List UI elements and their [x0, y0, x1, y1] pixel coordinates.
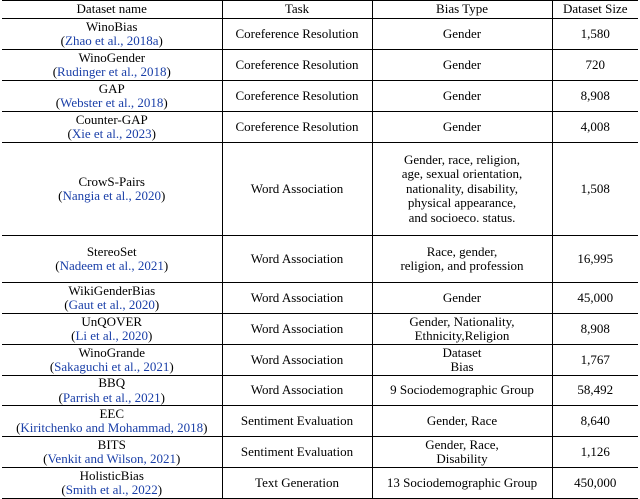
bias-type-line: Gender	[442, 118, 482, 134]
citation-link[interactable]: Smith et al., 2022	[65, 482, 158, 497]
table-row	[2, 437, 638, 468]
cell-task: Word Association	[222, 314, 372, 345]
cell-task: Coreference Resolution	[222, 50, 372, 81]
cell-dataset-size: 58,492	[552, 376, 638, 406]
citation-line: (Parrish et al., 2021)	[58, 389, 166, 405]
bias-type-line: 13 Sociodemographic Group	[386, 474, 538, 490]
bias-type-line: Dataset	[442, 344, 482, 360]
header-dataset-name: Dataset name	[76, 1, 147, 17]
bias-type-line: Gender, race, religion,	[403, 151, 521, 167]
bias-type-line: Gender	[442, 289, 482, 305]
dataset-name: BBQ	[98, 375, 126, 390]
bias-type-line: Disability	[436, 451, 488, 466]
cell-task: Coreference Resolution	[222, 112, 372, 143]
dataset-name: Counter-GAP	[75, 111, 148, 127]
header-row	[2, 1, 638, 19]
cell-task: Word Association	[222, 376, 372, 406]
cell-dataset-name	[2, 112, 222, 143]
table-row	[2, 468, 638, 499]
table-row	[2, 143, 638, 236]
citation-link[interactable]: Li et al., 2020	[75, 328, 149, 343]
citation-line: (Zhao et al., 2018a)	[60, 33, 163, 48]
cell-bias-type	[372, 406, 552, 437]
dataset-name: WinoGender	[78, 49, 146, 65]
cell-dataset-size: 450,000	[552, 468, 638, 499]
citation-line: (Kiritchenko and Mohammad, 2018)	[16, 420, 208, 435]
bias-type-line: physical appearance,	[407, 195, 517, 211]
citation-link[interactable]: Nangia et al., 2020	[62, 188, 162, 203]
citation-link[interactable]: Venkit and Wilson, 2021	[47, 451, 176, 466]
cell-dataset-size: 1,126	[552, 437, 638, 468]
citation-link[interactable]: Xie et al., 2023	[71, 126, 152, 141]
dataset-name: BITS	[97, 436, 126, 452]
cell-bias-type	[372, 50, 552, 81]
bias-type-line: Ethnicity,Religion	[414, 328, 510, 343]
dataset-name: WinoGrande	[78, 344, 146, 360]
table-body	[2, 19, 638, 499]
bias-type-line: Gender	[442, 87, 482, 103]
cell-dataset-size: 1,508	[552, 143, 638, 236]
bias-type-line: Gender	[442, 56, 482, 72]
cell-task: Text Generation	[222, 468, 372, 499]
citation-line: (Rudinger et al., 2018)	[52, 64, 171, 79]
dataset-table	[2, 0, 638, 499]
cell-task: Sentiment Evaluation	[222, 437, 372, 468]
bias-type-line: nationality, disability,	[405, 180, 519, 196]
cell-dataset-size: 720	[552, 50, 638, 81]
bias-type-line: age, sexual orientation,	[401, 166, 523, 182]
citation-link[interactable]: Webster et al., 2018	[60, 95, 164, 110]
table-row	[2, 50, 638, 81]
cell-dataset-size: 8,908	[552, 81, 638, 112]
citation-link[interactable]: Rudinger et al., 2018	[57, 64, 167, 79]
header-bias-type: Bias Type	[372, 1, 552, 19]
citation-line: (Webster et al., 2018)	[55, 95, 168, 110]
bias-type-line: 9 Sociodemographic Group	[390, 382, 534, 398]
cell-task: Word Association	[222, 236, 372, 283]
dataset-name: WikiGenderBias	[68, 282, 156, 298]
citation-link[interactable]: Sakaguchi et al., 2021	[54, 359, 170, 374]
cell-dataset-size: 4,008	[552, 112, 638, 143]
cell-bias-type	[372, 112, 552, 143]
cell-task: Word Association	[222, 283, 372, 314]
bias-type-line: Gender, Nationality,	[409, 313, 515, 329]
cell-task: Sentiment Evaluation	[222, 406, 372, 437]
cell-bias-type	[372, 437, 552, 468]
citation-line: (Xie et al., 2023)	[67, 126, 156, 141]
cell-bias-type	[372, 81, 552, 112]
cell-dataset-name	[2, 236, 222, 283]
cell-dataset-name	[2, 468, 222, 499]
cell-bias-type	[372, 143, 552, 236]
bias-type-line: Race, gender,	[426, 243, 498, 259]
table-row	[2, 283, 638, 314]
dataset-name: EEC	[99, 405, 125, 421]
citation-line: (Sakaguchi et al., 2021)	[49, 359, 174, 374]
cell-dataset-name	[2, 345, 222, 376]
dataset-name: HolisticBias	[79, 467, 144, 483]
bias-type-line: Gender, Race	[426, 412, 498, 428]
cell-dataset-size: 45,000	[552, 283, 638, 314]
citation-link[interactable]: Nadeem et al., 2021	[59, 258, 164, 273]
table-row	[2, 236, 638, 283]
cell-dataset-name	[2, 406, 222, 437]
cell-task: Word Association	[222, 143, 372, 236]
cell-bias-type	[372, 314, 552, 345]
header-dataset-size: Dataset Size	[552, 1, 638, 19]
cell-dataset-size: 8,908	[552, 314, 638, 345]
cell-dataset-size: 8,640	[552, 406, 638, 437]
table-row	[2, 112, 638, 143]
citation-line: (Smith et al., 2022)	[61, 482, 163, 497]
cell-dataset-size: 16,995	[552, 236, 638, 283]
citation-line: (Li et al., 2020)	[71, 328, 153, 343]
bias-type-line: and socioeco. status.	[408, 209, 516, 225]
cell-dataset-name	[2, 376, 222, 406]
cell-bias-type	[372, 376, 552, 406]
cell-dataset-name	[2, 50, 222, 81]
table-container	[2, 0, 638, 499]
table-row	[2, 406, 638, 437]
table-row	[2, 314, 638, 345]
citation-link[interactable]: Parrish et al., 2021	[62, 389, 161, 405]
bias-type-line: Gender, Race,	[425, 436, 499, 452]
table-row	[2, 345, 638, 376]
cell-dataset-size: 1,580	[552, 19, 638, 50]
cell-dataset-size: 1,767	[552, 345, 638, 376]
cell-bias-type	[372, 468, 552, 499]
cell-task: Coreference Resolution	[222, 19, 372, 50]
bias-type-line: Gender	[442, 25, 482, 41]
cell-dataset-name	[2, 143, 222, 236]
dataset-name: GAP	[98, 80, 125, 96]
cell-bias-type	[372, 283, 552, 314]
dataset-name: CrowS-Pairs	[78, 173, 145, 189]
citation-line: (Nadeem et al., 2021)	[55, 258, 169, 273]
citation-link[interactable]: Kiritchenko and Mohammad, 2018	[20, 420, 204, 435]
dataset-name: UnQOVER	[81, 313, 143, 329]
dataset-name: WinoBias	[86, 18, 138, 34]
table-row	[2, 81, 638, 112]
citation-line: (Venkit and Wilson, 2021)	[43, 451, 181, 466]
cell-dataset-name	[2, 19, 222, 50]
cell-dataset-name	[2, 437, 222, 468]
cell-bias-type	[372, 236, 552, 283]
citation-line: (Gaut et al., 2020)	[64, 297, 160, 312]
cell-task: Word Association	[222, 345, 372, 376]
header-task: Task	[222, 1, 372, 19]
cell-bias-type	[372, 345, 552, 376]
dataset-name: StereoSet	[86, 243, 137, 259]
citation-link[interactable]: Zhao et al., 2018a	[65, 33, 159, 48]
cell-dataset-name	[2, 81, 222, 112]
cell-dataset-name	[2, 283, 222, 314]
cell-task: Coreference Resolution	[222, 81, 372, 112]
cell-bias-type	[372, 19, 552, 50]
table-row	[2, 19, 638, 50]
citation-link[interactable]: Gaut et al., 2020	[68, 297, 155, 312]
citation-line: (Nangia et al., 2020)	[58, 188, 166, 203]
table-row	[2, 376, 638, 406]
cell-dataset-name	[2, 314, 222, 345]
bias-type-line: Bias	[450, 359, 474, 374]
bias-type-line: religion, and profession	[400, 258, 524, 273]
